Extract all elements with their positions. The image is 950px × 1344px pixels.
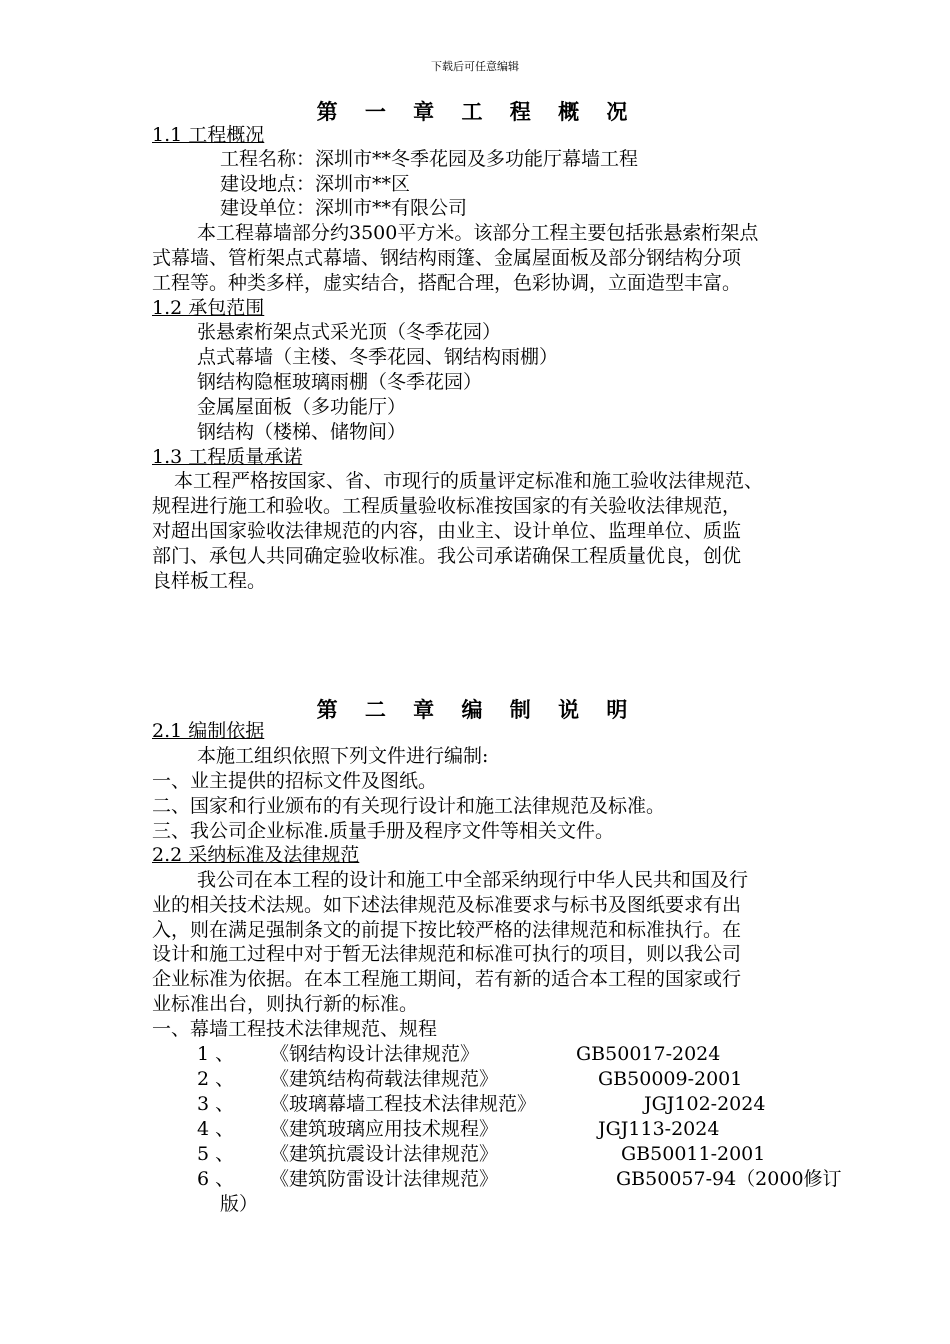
ref-code: GB50057-94（2000修订 xyxy=(616,1168,842,1190)
ref-code: GB50009-2001 xyxy=(598,1068,743,1090)
scope-item: 金属屋面板（多功能厅） xyxy=(197,396,407,418)
ref-title: 《钢结构设计法律规范》 xyxy=(270,1043,480,1065)
list-item: 一、业主提供的招标文件及图纸。 xyxy=(152,770,438,792)
ref-title: 《建筑结构荷载法律规范》 xyxy=(270,1068,499,1090)
ref-number: 4 、 xyxy=(197,1118,235,1140)
ref-title: 《建筑抗震设计法律规范》 xyxy=(270,1143,499,1165)
paragraph-line: 设计和施工过程中对于暂无法律规范和标准可执行的项目，则以我公司 xyxy=(152,943,742,965)
chapter-2-title: 第 二 章 编 制 说 明 xyxy=(316,698,638,722)
ref-code: GB50011-2001 xyxy=(621,1143,766,1165)
scope-item: 张悬索桁架点式采光顶（冬季花园） xyxy=(197,321,502,343)
paragraph-line: 良样板工程。 xyxy=(152,570,267,592)
paragraph-line: 工程等。种类多样，虚实结合，搭配合理，色彩协调，立面造型丰富。 xyxy=(152,272,742,294)
section-2-1-heading: 2.1 编制依据 xyxy=(152,720,265,742)
list-item: 二、国家和行业颁布的有关现行设计和施工法律规范及标准。 xyxy=(152,795,666,817)
ref-number: 2 、 xyxy=(197,1068,235,1090)
paragraph-line: 部门、承包人共同确定验收标准。我公司承诺确保工程质量优良，创优 xyxy=(152,545,742,567)
section-1-2-heading: 1.2 承包范围 xyxy=(152,297,265,319)
scope-item: 钢结构（楼梯、储物间） xyxy=(197,421,407,443)
scope-item: 点式幕墙（主楼、冬季花园、钢结构雨棚） xyxy=(197,346,559,368)
ref-code: JGJ113-2024 xyxy=(598,1118,720,1140)
section-1-1-heading: 1.1 工程概况 xyxy=(152,124,265,146)
project-owner: 建设单位：深圳市**有限公司 xyxy=(220,197,468,219)
paragraph-line: 企业标准为依据。在本工程施工期间，若有新的适合本工程的国家或行 xyxy=(152,968,742,990)
subsection-heading: 一、幕墙工程技术法律规范、规程 xyxy=(152,1018,438,1040)
ref-number: 5 、 xyxy=(197,1143,235,1165)
section-2-2-heading: 2.2 采纳标准及法律规范 xyxy=(152,844,360,866)
ref-number: 6 、 xyxy=(197,1168,235,1190)
chapter-1-title: 第 一 章 工 程 概 况 xyxy=(316,100,638,124)
project-site: 建设地点：深圳市**区 xyxy=(220,173,411,195)
ref-number: 3 、 xyxy=(197,1093,235,1115)
project-name: 工程名称：深圳市**冬季花园及多功能厅幕墙工程 xyxy=(220,148,639,170)
intro-line: 本施工组织依照下列文件进行编制: xyxy=(197,745,489,767)
paragraph-line: 入，则在满足强制条文的前提下按比较严格的法律规范和标准执行。在 xyxy=(152,919,742,941)
paragraph-line: 我公司在本工程的设计和施工中全部采纳现行中华人民共和国及行 xyxy=(197,869,749,891)
ref-title: 《玻璃幕墙工程技术法律规范》 xyxy=(270,1093,537,1115)
section-1-3-heading: 1.3 工程质量承诺 xyxy=(152,446,303,468)
ref-code: GB50017-2024 xyxy=(576,1043,721,1065)
list-item: 三、我公司企业标准.质量手册及程序文件等相关文件。 xyxy=(152,820,615,842)
paragraph-line: 对超出国家验收法律规范的内容，由业主、设计单位、监理单位、质监 xyxy=(152,520,742,542)
paragraph-line: 式幕墙、管桁架点式幕墙、钢结构雨篷、金属屋面板及部分钢结构分项 xyxy=(152,247,742,269)
paragraph-line: 规程进行施工和验收。工程质量验收标准按国家的有关验收法律规范， xyxy=(152,495,742,517)
scope-item: 钢结构隐框玻璃雨棚（冬季花园） xyxy=(197,371,483,393)
page-header: 下载后可任意编辑 xyxy=(431,60,519,73)
paragraph-line: 本工程幕墙部分约3500平方米。该部分工程主要包括张悬索桁架点 xyxy=(197,222,759,244)
ref-number: 1 、 xyxy=(197,1043,235,1065)
ref-title: 《建筑防雷设计法律规范》 xyxy=(270,1168,499,1190)
paragraph-line: 本工程严格按国家、省、市现行的质量评定标准和施工验收法律规范、 xyxy=(174,470,764,492)
ref-code-continued: 版） xyxy=(220,1193,259,1215)
paragraph-line: 业的相关技术法规。如下述法律规范及标准要求与标书及图纸要求有出 xyxy=(152,894,742,916)
paragraph-line: 业标准出台，则执行新的标准。 xyxy=(152,993,419,1015)
ref-code: JGJ102-2024 xyxy=(644,1093,766,1115)
ref-title: 《建筑玻璃应用技术规程》 xyxy=(270,1118,499,1140)
